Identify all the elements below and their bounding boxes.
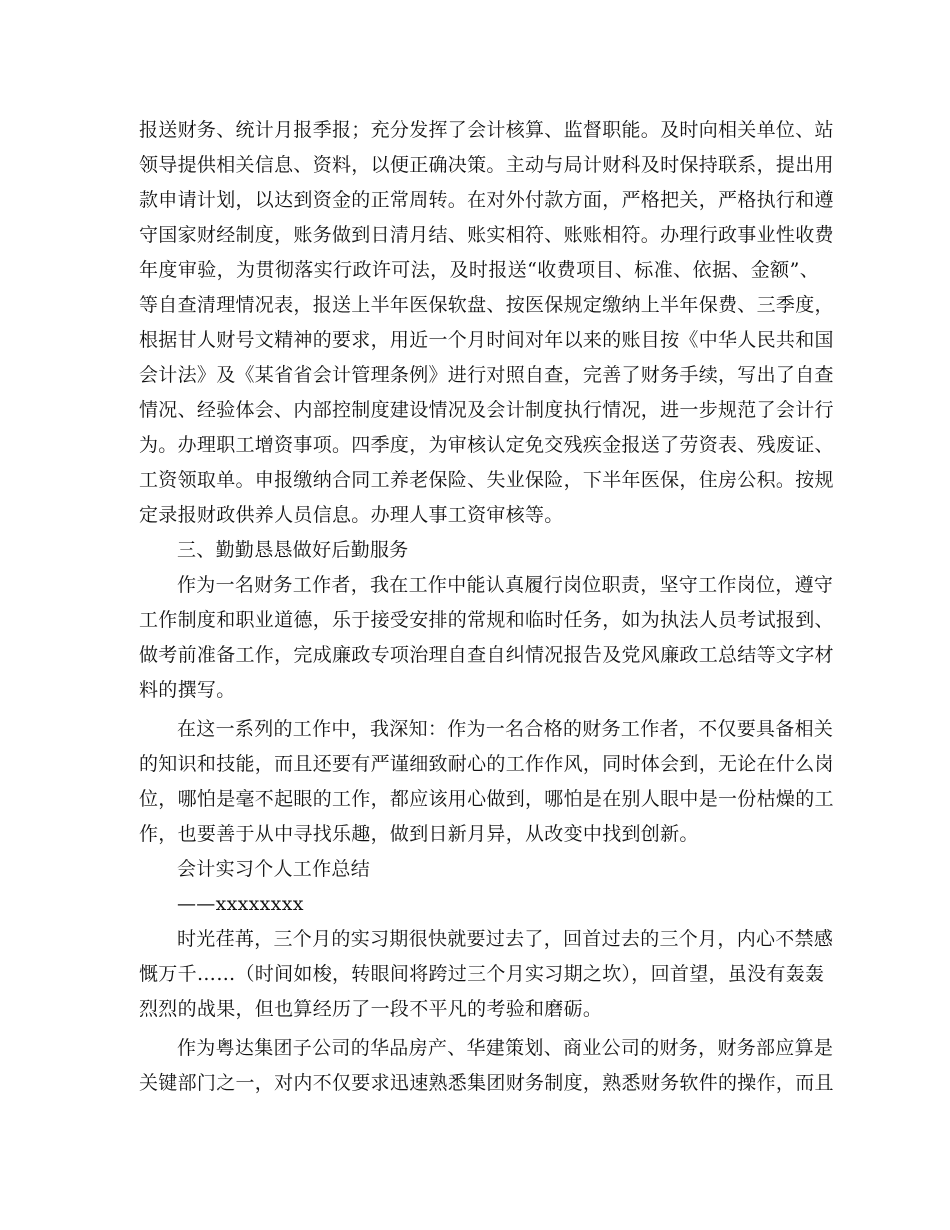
text-line: 会计法》及《某省省会计管理条例》进行对照自查，完善了财务手续，写出了自查 [139,364,834,386]
text-line: 守国家财经制度，账务做到日清月结、账实相符、账账相符。办理行政事业性收费 [139,224,834,246]
author-line: ——xxxxxxxx [177,893,304,915]
section-heading: 三、勤勤恳恳做好后勤服务 [177,539,409,561]
text-line: 时光荏苒，三个月的实习期很快就要过去了，回首过去的三个月，内心不禁感 [177,928,834,950]
text-line: 为。办理职工增资事项。四季度，为审核认定免交残疾金报送了劳资表、残废证、 [139,434,834,456]
text-line: 在这一系列的工作中，我深知：作为一名合格的财务工作者，不仅要具备相关 [177,718,834,740]
text-line: 根据甘人财号文精神的要求，用近一个月时间对年以来的账目按《中华人民共和国 [139,329,834,351]
text-line: 位，哪怕是毫不起眼的工作，都应该用心做到，哪怕是在别人眼中是一份枯燥的工 [139,788,834,810]
document-title: 会计实习个人工作总结 [177,858,371,880]
text-line: 慨万千……（时间如梭，转眼间将跨过三个月实习期之坎），回首望，虽没有轰轰 [139,963,825,985]
text-line: 工资领取单。申报缴纳合同工养老保险、失业保险，下半年医保，住房公积。按规 [139,469,834,491]
text-line: 款申请计划，以达到资金的正常周转。在对外付款方面，严格把关，严格执行和遵 [139,189,834,211]
text-line: 的知识和技能，而且还要有严谨细致耐心的工作作风，同时体会到，无论在什么岗 [139,753,834,775]
text-line: 作为一名财务工作者，我在工作中能认真履行岗位职责，坚守工作岗位，遵守 [177,574,834,596]
text-line: 年度审验，为贯彻落实行政许可法，及时报送“收费项目、标准、依据、金额”、 [139,259,819,281]
text-line: 做考前准备工作，完成廉政专项治理自查自纠情况报告及党风廉政工总结等文字材 [139,644,834,666]
text-line: 作为粤达集团子公司的华品房产、华建策划、商业公司的财务，财务部应算是 [177,1037,834,1059]
text-line: 定录报财政供养人员信息。办理人事工资审核等。 [139,504,564,526]
text-line: 报送财务、统计月报季报；充分发挥了会计核算、监督职能。及时向相关单位、站 [139,119,834,141]
text-line: 情况、经验体会、内部控制度建设情况及会计制度执行情况，进一步规范了会计行 [139,399,834,421]
text-line: 料的撰写。 [139,679,236,701]
text-line: 领导提供相关信息、资料，以便正确决策。主动与局计财科及时保持联系，提出用 [139,154,834,176]
text-line: 关键部门之一，对内不仅要求迅速熟悉集团财务制度，熟悉财务软件的操作，而且 [139,1072,834,1094]
text-line: 工作制度和职业道德，乐于接受安排的常规和临时任务，如为执法人员考试报到、 [139,609,834,631]
text-line: 作，也要善于从中寻找乐趣，做到日新月异，从改变中找到创新。 [139,823,699,845]
text-line: 等自查清理情况表，报送上半年医保软盘、按医保规定缴纳上半年保费、三季度， [139,294,834,316]
text-line: 烈烈的战果，但也算经历了一段不平凡的考验和磨砺。 [139,998,603,1020]
